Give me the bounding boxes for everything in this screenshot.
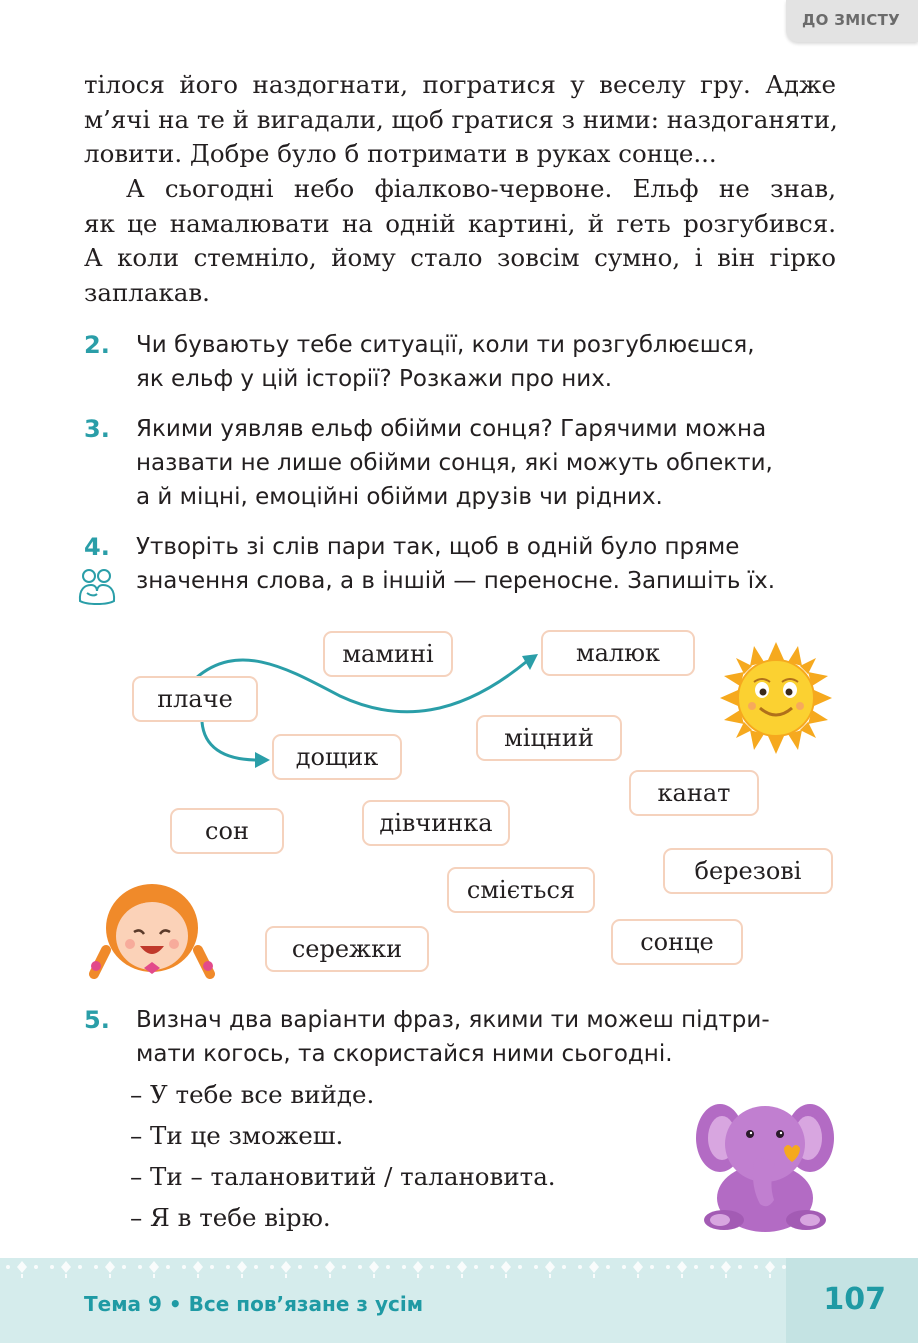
arrowhead <box>255 752 270 768</box>
task-number: 2. <box>84 331 110 359</box>
phrase-item: – Я в тебе вірю. <box>130 1203 331 1232</box>
word-card-doshchyk[interactable]: дощик <box>272 734 402 780</box>
task-line: Якими уявляв ельф обійми сонця? Гарячими можна <box>136 416 767 442</box>
word-card-mamyni[interactable]: мамині <box>323 631 453 677</box>
phrase-item: – Ти це зможеш. <box>130 1121 344 1150</box>
task-line: значення слова, а в іншій — переносне. Запишіть їх. <box>136 568 776 594</box>
topic-title: Тема 9 • Все пов’язане з усім <box>84 1292 424 1316</box>
task-line: назвати не лише обійми сонця, які можуть обпекти, <box>136 450 773 476</box>
word-card-kanat[interactable]: канат <box>629 770 759 816</box>
arrow-to-doshchyk <box>202 722 258 760</box>
task-line: а й міцні, емоційні обійми друзів чи рідних. <box>136 484 663 510</box>
task-line: Визнач два варіанти фраз, якими ти можеш підтри- <box>136 1007 770 1033</box>
story-line: А коли стемніло, йому стало зовсім сумно, і він гірко <box>84 243 836 272</box>
story-line: як це намалювати на одній картині, й геть розгубився. <box>84 208 836 238</box>
task-line: мати когось, та скористайся ними сьогодні. <box>136 1041 673 1067</box>
word-card-berezovi[interactable]: березові <box>663 848 833 894</box>
phrase-item: – У тебе все вийде. <box>130 1080 375 1109</box>
sun-illustration <box>718 640 834 756</box>
story-line: заплакав. <box>84 277 210 307</box>
task-number: 4. <box>84 533 110 561</box>
word-card-divchynka[interactable]: дівчинка <box>362 800 510 846</box>
page-number: 107 <box>823 1282 886 1317</box>
word-card-serezhky[interactable]: сережки <box>265 926 429 972</box>
page-footer <box>0 1258 918 1343</box>
girl-illustration <box>86 880 218 980</box>
story-line: тілося його наздогнати, погратися у веселу гру. Адже <box>84 70 836 99</box>
ornament-pattern <box>0 1258 918 1280</box>
task-number: 3. <box>84 415 110 443</box>
task-line: Утворіть зі слів пари так, щоб в одній було пряме <box>136 534 740 560</box>
elephant-toy-illustration <box>694 1086 836 1234</box>
tab-label: ДО ЗМІСТУ <box>802 11 901 29</box>
story-line: ловити. Добре було б потримати в руках сонце... <box>84 139 717 168</box>
story-line: А сьогодні небо фіалково-червоне. Ельф не знав, <box>126 174 836 203</box>
word-card-maliuk[interactable]: малюк <box>541 630 695 676</box>
task-line: Чи буваютьу тебе ситуації, коли ти розгублюєшся, <box>136 332 755 358</box>
story-line: м’ячі на те й вигадали, щоб гратися з ними: наздоганяти, <box>84 104 838 134</box>
word-card-son[interactable]: сон <box>170 808 284 854</box>
task-number: 5. <box>84 1006 110 1034</box>
phrase-item: – Ти – талановитий / талановита. <box>130 1162 556 1191</box>
word-card-mitsnyi[interactable]: міцний <box>476 715 622 761</box>
word-card-smiietsia[interactable]: сміється <box>447 867 595 913</box>
task-line: як ельф у цій історії? Розкажи про них. <box>136 366 613 392</box>
word-card-plache[interactable]: плаче <box>132 676 258 722</box>
word-card-sontse[interactable]: сонце <box>611 919 743 965</box>
